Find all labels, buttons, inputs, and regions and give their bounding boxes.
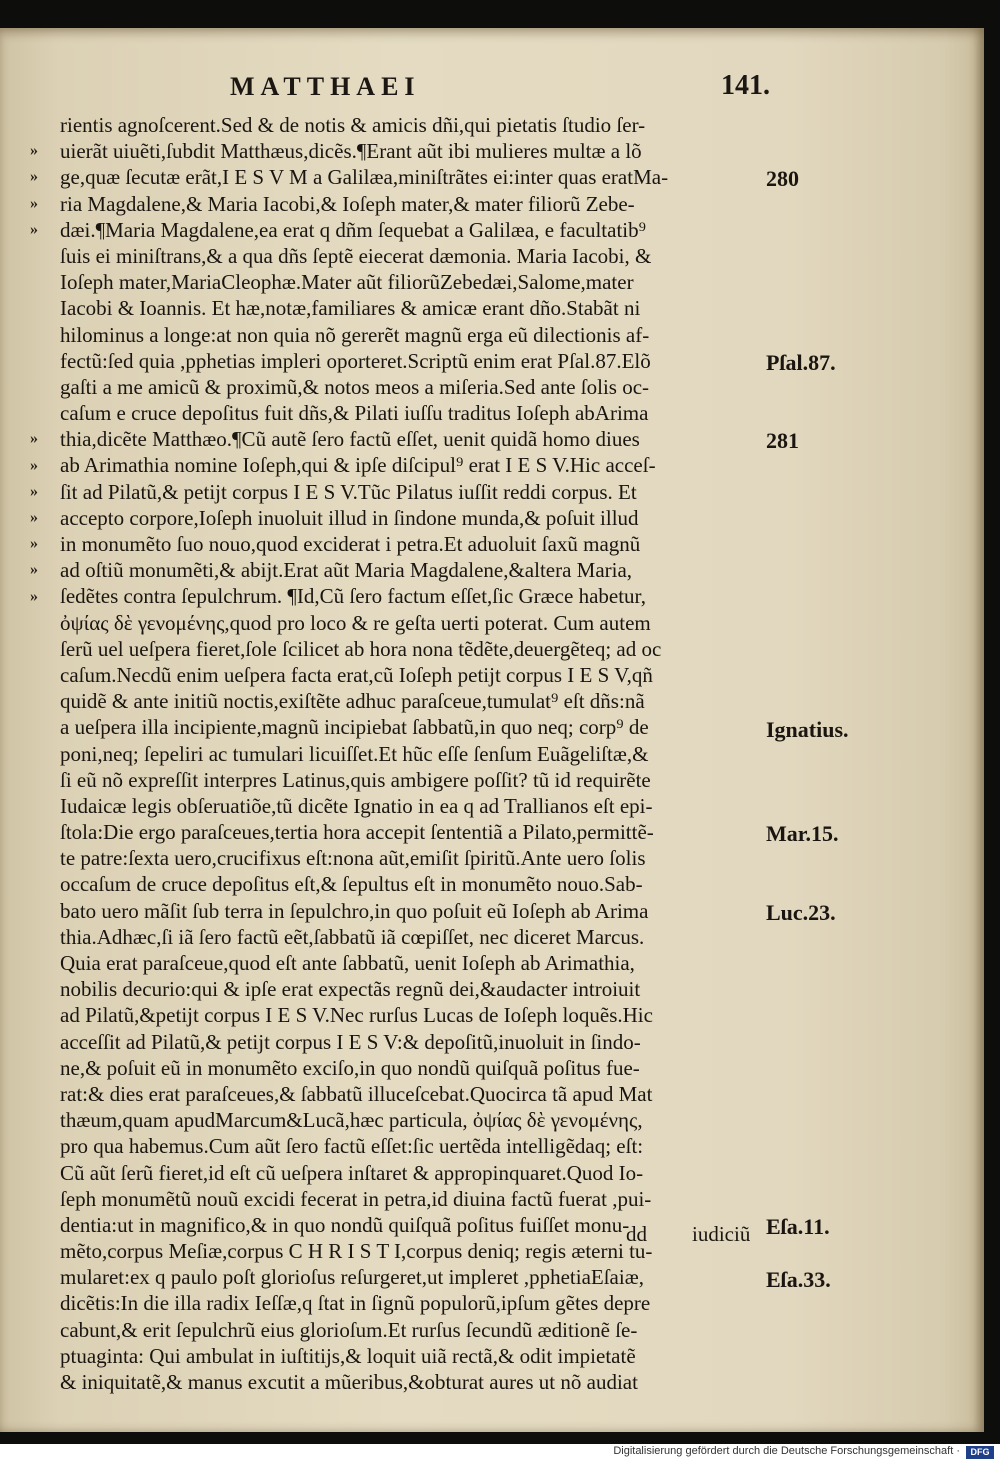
- text-line: fectũ:ſed quia ,pphetias impleri oporteret.Scriptũ enim erat Pſal.87.Elõ: [60, 348, 651, 373]
- text-line: thia.Adhæc,ſi iã ſero factũ eẽt,ſabbatũ iã cœpiſſet, nec diceret Marcus.: [60, 924, 645, 949]
- text-line: ne,& poſuit eũ in monumẽto exciſo,in quo nondũ quiſquã poſitus fue-: [60, 1055, 640, 1080]
- margin-note: Pſal.87.: [766, 349, 836, 375]
- margin-note: Eſa.11.: [766, 1214, 830, 1240]
- text-line: dicẽtis:In die illa radix Ieſſæ,q ſtat in ſignũ populorũ,ipſum gẽtes depre: [60, 1291, 651, 1316]
- text-line: poni,neq; ſepeliri ac tumulari licuiſſet.Et hũc eſſe ſenſum Euãgeliſtæ,&: [60, 741, 649, 766]
- margin-note: 280: [766, 166, 799, 192]
- text-line: ptuaginta: Qui ambulat in iuſtitijs,& loquit uiã rectã,& odit impietatẽ: [60, 1343, 636, 1368]
- text-line: mẽto,corpus Meſiæ,corpus C H R I S T I,corpus deniq; regis æterni tu-: [60, 1239, 653, 1264]
- text-line: acceſſit ad Pilatũ,& petijt corpus I E S V:& depoſitũ,inuoluit in ſindo-: [60, 1029, 641, 1054]
- text-line: ſtola:Die ergo paraſceues,tertia hora accepit ſententiã a Pilato,permittẽ-: [60, 820, 654, 845]
- text-line: & iniquitatẽ,& manus excutit a mũeribus,&obturat aures ut nõ audiat: [60, 1370, 638, 1394]
- text-line: gaſti a me amicũ & proximũ,& notos meos a miſeria.Sed ante ſolis oc-: [60, 374, 650, 399]
- text-line: ad Pilatũ,&petijt corpus I E S V.Nec rurſus Lucas de Ioſeph loquẽs.Hic: [60, 1003, 653, 1028]
- text-line: ſeph monumẽtũ nouũ excidi fecerat in petra,id diuina factũ fuerat ,pui-: [60, 1186, 652, 1211]
- quote-mark: »: [30, 561, 38, 579]
- margin-note: Mar.15.: [766, 821, 839, 847]
- quote-mark: »: [30, 142, 38, 160]
- margin-note: 281: [766, 428, 799, 454]
- text-line: Iacobi & Ioannis. Et hæ,notæ,familiares & amicæ erant dño.Stabãt ni: [60, 296, 641, 321]
- quote-mark: »: [30, 168, 38, 186]
- text-line: ſedẽtes contra ſepulchrum. ¶Id,Cũ ſero factum eſſet,ſic Græce habetur,: [60, 584, 646, 609]
- quote-mark: »: [30, 482, 38, 500]
- text-line: ſuis ei miniſtrans,& a qua dñs ſeptẽ eiecerat dæmonia. Maria Iacobi, &: [60, 243, 652, 268]
- digitization-footer: [0, 1444, 1000, 1462]
- text-line: dentia:ut in magnifico,& in quo nondũ quiſquã poſitus fuiſſet monu-: [60, 1212, 630, 1237]
- text-line: ſi eũ nõ expreſſit interpres Latinus,quis ambigere poſſit? tũ id requirẽte: [60, 767, 651, 792]
- text-line: ὀψίας δὲ γενομένης,quod pro loco & re geſta uerti poterat. Cum autem: [60, 610, 651, 635]
- page-header: [210, 72, 770, 108]
- quote-mark: »: [30, 509, 38, 526]
- text-line: ab Arimathia nomine Ioſeph,qui & ipſe diſcipul⁹ erat I E S V.Hic acceſ-: [60, 453, 656, 478]
- margin-note: Luc.23.: [766, 900, 836, 925]
- running-head: MATTHAEI: [230, 72, 421, 101]
- text-line: a ueſpera illa incipiente,magnũ incipiebat ſabbatũ,in quo neq; corp⁹ de: [60, 715, 649, 740]
- text-line: thia,dicẽte Matthæo.¶Cũ autẽ ſero factũ eſſet, uenit quidã homo diues: [60, 427, 640, 452]
- footer-credit: Digitalisierung gefördert durch die Deutsche Forschungsgemeinschaft ·: [613, 1445, 960, 1457]
- text-line: ad oſtiũ monumẽti,& abijt.Erat aũt Maria Magdalene,&altera Maria,: [60, 558, 633, 583]
- text-line: te patre:ſexta uero,crucifixus eſt:nona aũt,emiſit ſpiritũ.Ante uero ſolis: [60, 846, 646, 871]
- quote-mark: »: [30, 220, 38, 238]
- text-line: mularet:ex q paulo poſt glorioſus reſurgeret,ut impleret ,pphetiaEſaiæ,: [60, 1265, 644, 1290]
- text-line: nobilis decurio:qui & ipſe erat expectãs regnũ dei,&audacter introiuit: [60, 977, 641, 1002]
- text-line: pro qua habemus.Cum aũt ſero factũ eſſet:ſic uertẽda intelligẽdaq; eſt:: [60, 1134, 644, 1159]
- text-line: thæum,quam apudMarcum&Lucã,hæc particula, ὀψίας δὲ γενομένης,: [60, 1108, 643, 1133]
- text-line: ge,quæ ſecutæ erãt,I E S V M a Galilæa,miniſtrãtes ei:inter quas eratMa-: [60, 165, 669, 190]
- text-line: accepto corpore,Ioſeph inuoluit illud in ſindone munda,& poſuit illud: [60, 505, 639, 530]
- page-number: 141.: [721, 70, 770, 101]
- dfg-logo-icon: DFG: [966, 1446, 994, 1459]
- text-line: occaſum de cruce depoſitus eſt,& ſepultus eſt in monumẽto nouo.Sab-: [60, 872, 643, 897]
- margin-note: Ignatius.: [766, 716, 849, 742]
- text-line: ſit ad Pilatũ,& petijt corpus I E S V.Tũc Pilatus iuſſit reddi corpus. Et: [60, 479, 637, 504]
- text-line: rat:& dies erat paraſceues,& ſabbatũ illuceſcebat.Quocirca tã apud Mat: [60, 1081, 653, 1106]
- text-line: uierãt uiuẽti,ſubdit Matthæus,dicẽs.¶Erant aũt ibi mulieres multæ a lõ: [60, 139, 642, 164]
- catchword: iudiciũ: [692, 1222, 751, 1246]
- quote-mark: »: [30, 587, 38, 605]
- text-line: ria Magdalene,& Maria Iacobi,& Ioſeph mater,& mater filiorũ Zebe-: [60, 191, 635, 216]
- text-line: Cũ aũt ſerũ fieret,id eſt cũ ueſpera inſtaret & appropinquaret.Quod Io-: [60, 1160, 644, 1185]
- text-line: rientis agnoſcerent.Sed & de notis & amicis dñi,qui pietatis ſtudio ſer-: [60, 113, 646, 137]
- text-line: caſum.Necdũ enim ueſpera facta erat,cũ Ioſeph petijt corpus I E S V,qñ: [60, 662, 653, 687]
- text-line: caſum e cruce depoſitus fuit dñs,& Pilati iuſſu traditus Ioſeph abArima: [60, 401, 649, 426]
- text-line: hilominus a longe:at non quia nõ gererẽt magnũ erga eũ dilectionis af-: [60, 322, 650, 347]
- quote-mark: »: [30, 456, 38, 474]
- main-text-block: [60, 112, 764, 1395]
- text-line: Iudaicæ legis obſeruatiõe,tũ dicẽte Ignatio in ea q ad Trallianos eſt epi-: [60, 793, 653, 818]
- text-line: quidẽ & ante initiũ noctis,exiſtẽte adhuc paraſceue,tumulat⁹ eſt dñs:nã: [60, 689, 645, 714]
- text-line: Ioſeph mater,MariaCleophæ.Mater aũt filiorũZebedæi,Salome,mater: [60, 270, 634, 295]
- text-line: dæi.¶Maria Magdalene,ea erat q dñm ſequebat a Galilæa, e facultatib⁹: [60, 217, 646, 242]
- quote-mark: »: [30, 194, 38, 212]
- text-line: Quia erat paraſceue,quod eſt ante ſabbatũ, uenit Ioſeph ab Arimathia,: [60, 951, 635, 975]
- quote-mark: »: [30, 430, 38, 448]
- quote-mark: »: [30, 535, 38, 553]
- text-line: ſerũ uel ueſpera fieret,ſole ſcilicet ab hora nona tẽdẽte,deuergẽteq; ad oc: [60, 636, 662, 661]
- margin-note: Eſa.33.: [766, 1266, 831, 1292]
- signature-mark: dd: [626, 1222, 647, 1246]
- text-line: in monumẽto ſuo nouo,quod exciderat i petra.Et aduoluit ſaxũ magnũ: [60, 532, 641, 556]
- text-line: bato uero mãſit ſub terra in ſepulchro,in quo poſuit eũ Ioſeph ab Arima: [60, 898, 649, 923]
- text-line: cabunt,& erit ſepulchrũ eius glorioſum.Et rurſus ſecundũ æditionẽ ſe-: [60, 1317, 638, 1342]
- book-page: [0, 28, 984, 1432]
